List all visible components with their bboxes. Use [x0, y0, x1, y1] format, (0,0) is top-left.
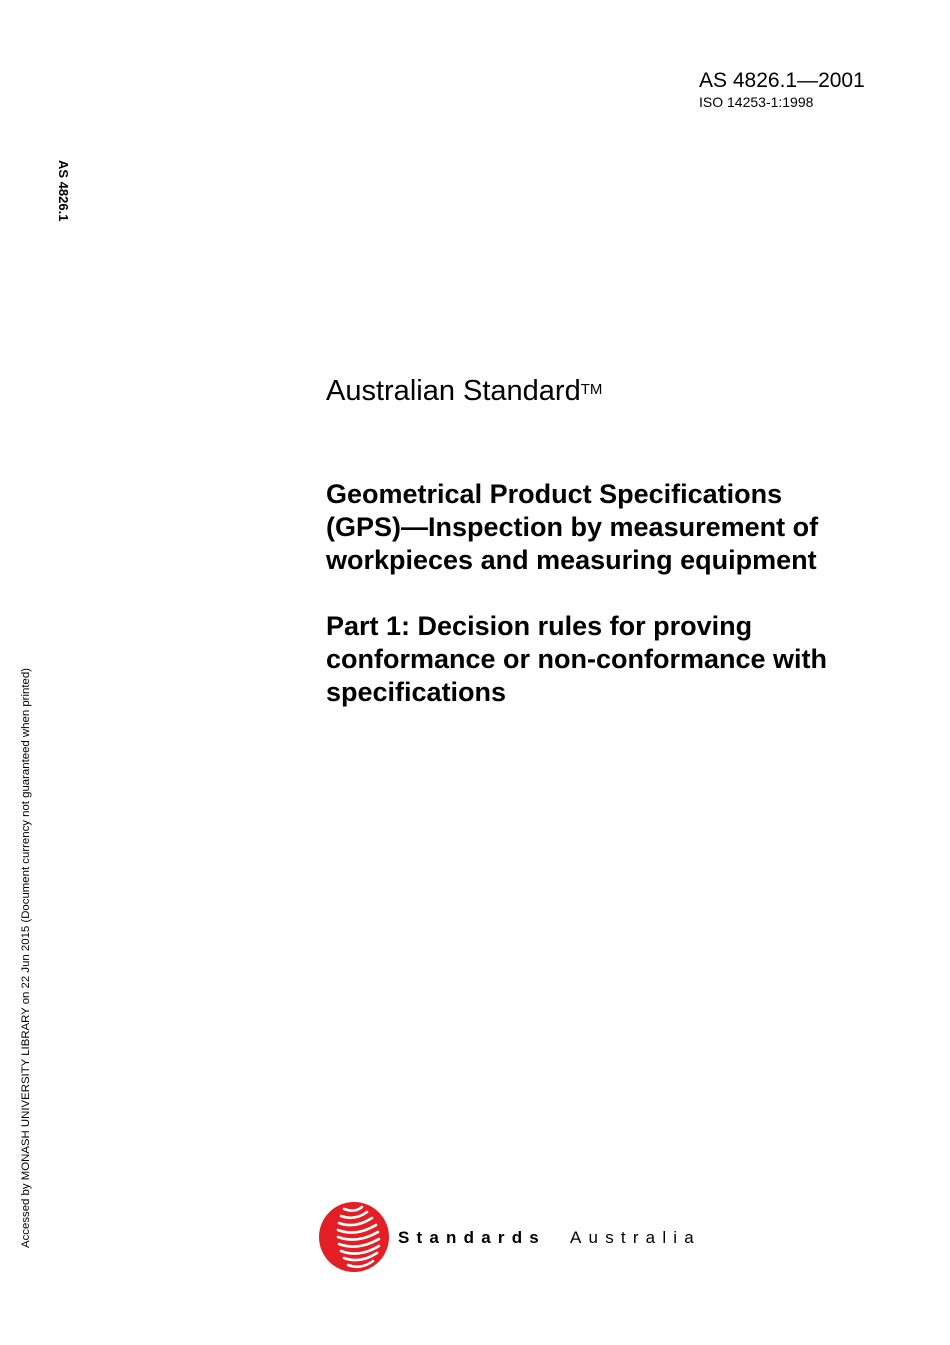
iso-reference-number: ISO 14253-1:1998: [699, 94, 814, 110]
document-title: Geometrical Product Specifications (GPS)—Inspection by measurement of workpieces and measuring equipment: [326, 479, 819, 575]
standard-type: [326, 373, 602, 409]
trademark-mark: TM: [580, 381, 603, 398]
access-note: [18, 596, 38, 1252]
standard-type-name: Australian Standard: [326, 375, 581, 407]
logo-wordmark-standards: Standards: [398, 1228, 546, 1247]
document-number: AS 4826.1—2001: [699, 69, 865, 92]
part-title: Part 1: Decision rules for proving conformance or non-conformance with specifications: [326, 611, 828, 707]
access-note-text: Accessed by MONASH UNIVERSITY LIBRARY on 22 Jun 2015 (Document currency not guaranteed when printed): [20, 668, 32, 1248]
logo-wordmark-australia: Australia: [570, 1228, 701, 1247]
spine-label-text: AS 4826.1: [56, 160, 71, 222]
standards-australia-logo-icon: [318, 1201, 390, 1273]
publisher-logo: [318, 1200, 718, 1276]
spine-label: [55, 160, 73, 240]
